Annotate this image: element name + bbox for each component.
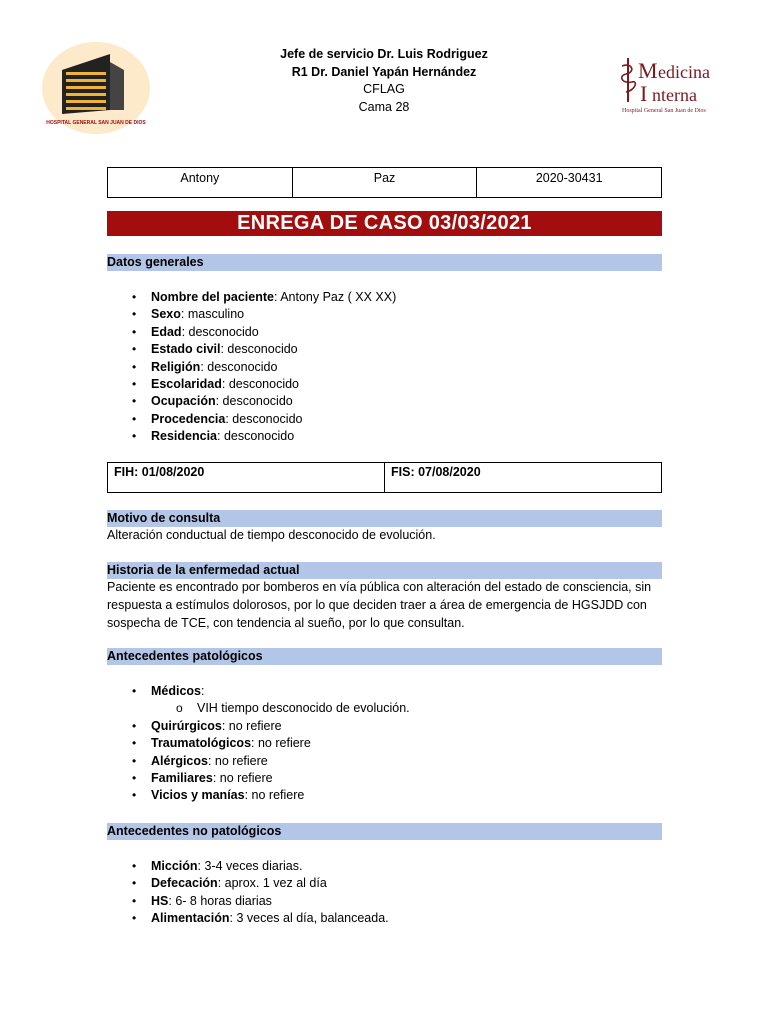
patologicos-list (107, 683, 410, 805)
list-item: • Familiares: no refiere (132, 770, 273, 785)
list-item: • Escolaridad: desconocido (132, 376, 300, 391)
historia-line: respuesta a estímulos dolorosos, por lo que deciden traer a área de emergencia de HGSJDD con (107, 597, 647, 612)
list-item: • Estado civil: desconocido (132, 342, 298, 357)
list-item: • Defecación: aprox. 1 vez al día (132, 876, 327, 891)
dates-table (107, 462, 662, 493)
header-resident: R1 Dr. Daniel Yapán Hernández (291, 64, 477, 79)
historia-text (107, 579, 662, 632)
logo-m: M (638, 58, 658, 83)
list-item: • Edad: desconocido (132, 324, 259, 339)
header-bed: Cama 28 (358, 99, 410, 114)
section-motivo: Motivo de consulta (107, 510, 662, 527)
list-item: • Quirúrgicos: no refiere (132, 718, 282, 733)
id-record-number: 2020-30431 (535, 171, 603, 185)
list-item: • Médicos: (132, 684, 205, 698)
logo-caption-right: Hospital General San Juan de Dios (622, 108, 706, 114)
historia-line: Paciente es encontrado por bomberos en vía pública con alteración del estado de consciencia, sin (107, 580, 652, 594)
list-item: • HS: 6- 8 horas diarias (132, 893, 272, 908)
historia-line: sospecha de TCE, con tendencia al sueño, por lo que consultan. (107, 615, 465, 630)
section-antecedentes-patologicos: Antecedentes patológicos (107, 648, 662, 665)
header-cflag: CFLAG (363, 82, 405, 96)
datos-generales-list (107, 289, 396, 446)
section-antecedentes-no-patologicos: Antecedentes no patológicos (107, 823, 662, 840)
list-item: • Sexo: masculino (132, 307, 245, 322)
list-item: • Residencia: desconocido (132, 429, 295, 444)
list-item: • Alérgicos: no refiere (132, 753, 268, 768)
list-item: • Nombre del paciente: Antony Paz ( XX XX) (132, 290, 397, 304)
case-title: ENREGA DE CASO 03/03/2021 (107, 211, 662, 236)
motivo-text: Alteración conductual de tiempo desconocido de evolución. (107, 528, 436, 542)
list-item: • Traumatológicos: no refiere (132, 736, 311, 751)
header-chief: Jefe de servicio Dr. Luis Rodriguez (280, 47, 488, 61)
list-item: • Vicios y manías: no refiere (132, 788, 305, 803)
list-item: • Ocupación: desconocido (132, 394, 293, 409)
patient-id-table (107, 167, 662, 198)
section-datos-generales: Datos generales (107, 254, 662, 271)
fis-date: FIS: 07/08/2020 (391, 465, 481, 479)
id-first-name: Antony (108, 168, 293, 197)
fih-date: FIH: 01/08/2020 (108, 463, 385, 492)
no-patologicos-list (107, 858, 389, 928)
hospital-logo (40, 40, 152, 136)
list-item: • Procedencia: desconocido (132, 411, 303, 426)
logo-word1: edicina (658, 62, 710, 82)
logo-caption: HOSPITAL GENERAL SAN JUAN DE DIOS (46, 120, 146, 126)
list-item: • Religión: desconocido (132, 359, 278, 374)
section-historia: Historia de la enfermedad actual (107, 562, 662, 579)
header-block (230, 46, 538, 116)
medicina-interna-logo (618, 52, 742, 116)
sub-list-item: o VIH tiempo desconocido de evolución. (176, 701, 410, 716)
id-last-name: Paz (293, 168, 478, 197)
logo-i: I (640, 81, 648, 106)
list-item: • Alimentación: 3 veces al día, balanceada. (132, 911, 389, 926)
list-item: • Micción: 3-4 veces diarias. (132, 859, 303, 873)
logo-word2: nterna (652, 85, 697, 105)
